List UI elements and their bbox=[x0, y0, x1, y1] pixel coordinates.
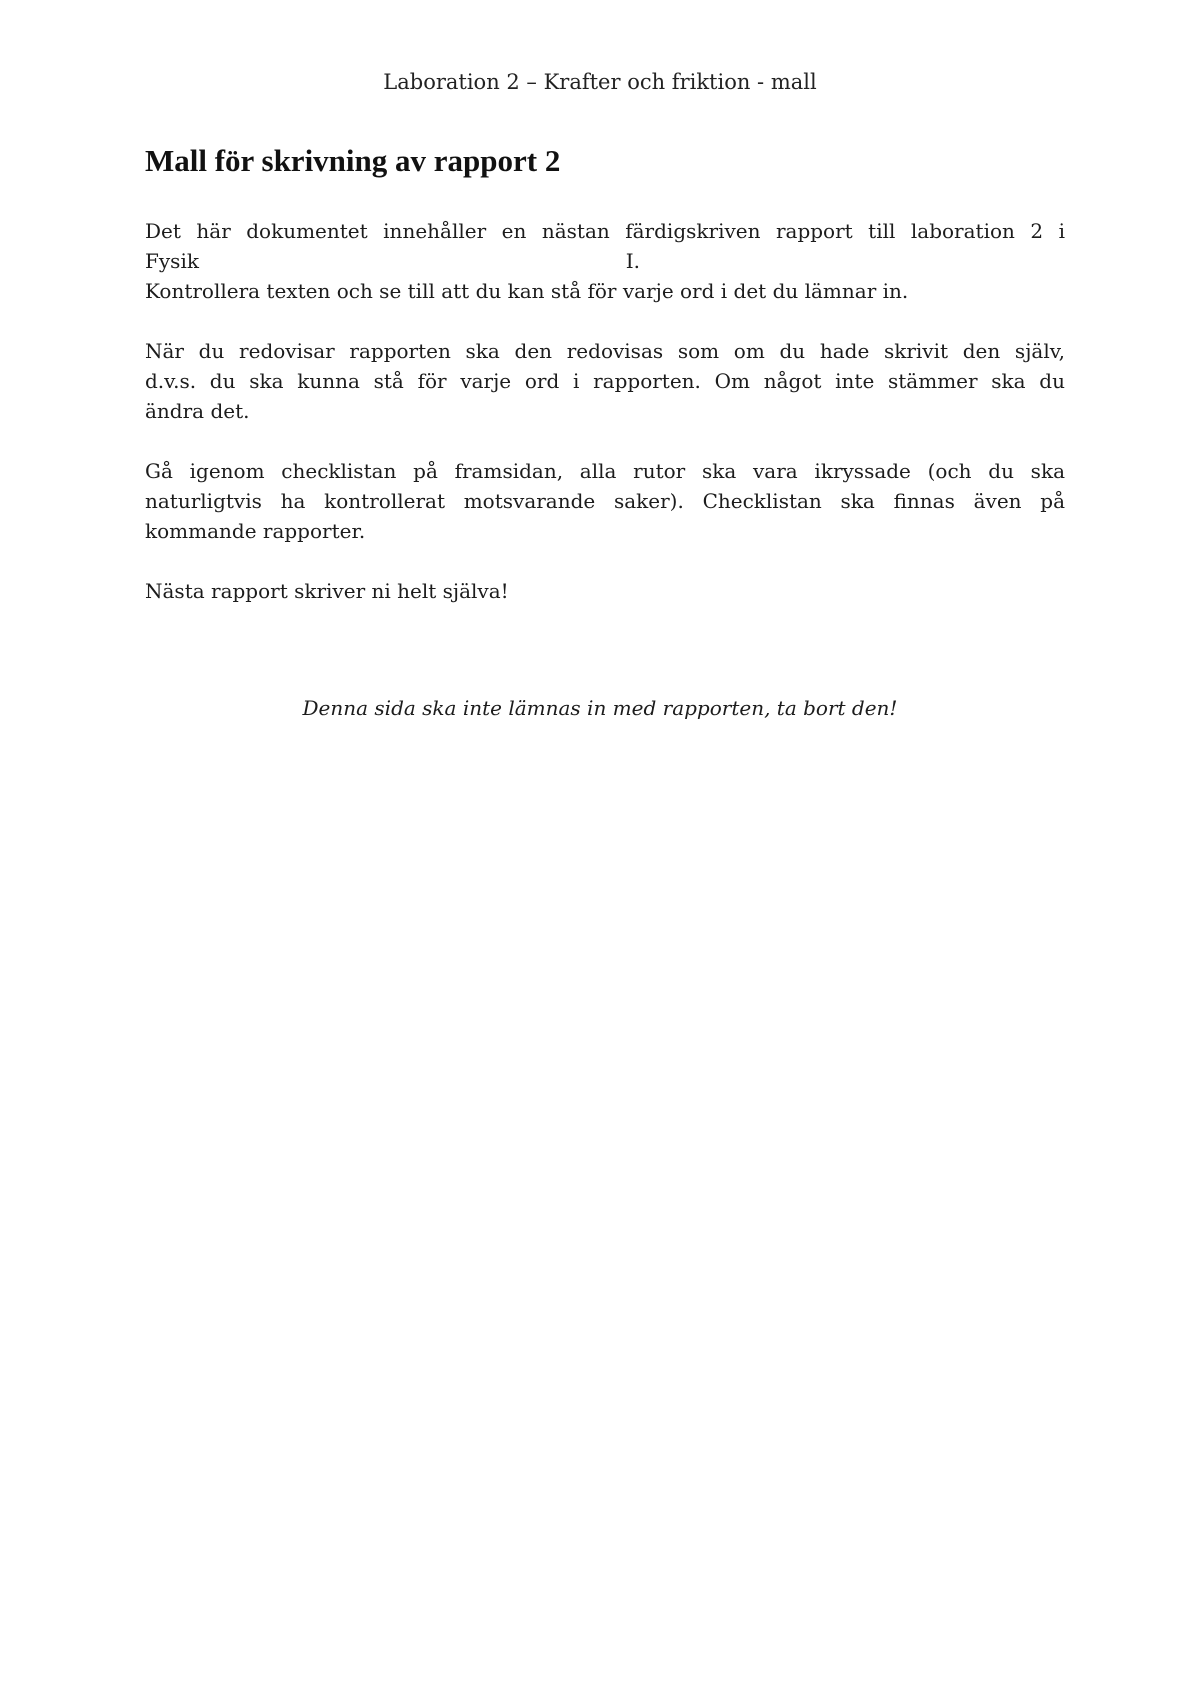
checklist-line-2: naturligtvis ha kontrollerat motsvarande saker). Checklistan ska finnas även på bbox=[145, 489, 1065, 513]
presentation-line-3: ändra det. bbox=[145, 399, 250, 423]
checklist-line-3: kommande rapporter. bbox=[145, 519, 366, 543]
intro-line-3: Kontrollera texten och se till att du kan stå för varje ord i det du lämnar in. bbox=[145, 279, 909, 303]
intro-line-2 bbox=[145, 246, 640, 276]
presentation-line-2: d.v.s. du ska kunna stå för varje ord i rapporten. Om något inte stämmer ska du bbox=[145, 369, 1065, 393]
intro-line-2-end: I. bbox=[625, 249, 640, 273]
document-body bbox=[145, 216, 1065, 636]
paragraph-checklist bbox=[145, 456, 1065, 546]
paragraph-next-report bbox=[145, 576, 1065, 606]
checklist-line-1: Gå igenom checklistan på framsidan, alla rutor ska vara ikryssade (och du ska bbox=[145, 459, 1065, 483]
next-report-line: Nästa rapport skriver ni helt själva! bbox=[145, 579, 509, 603]
presentation-line-1: När du redovisar rapporten ska den redovisas som om du hade skrivit den själv, bbox=[145, 339, 1065, 363]
intro-line-2-start: Fysik bbox=[145, 249, 199, 273]
intro-line-1: Det här dokumentet innehåller en nästan färdigskriven rapport till laboration 2 i bbox=[145, 219, 1065, 243]
closing-note: Denna sida ska inte lämnas in med rapporten, ta bort den! bbox=[302, 696, 898, 720]
paragraph-presentation bbox=[145, 336, 1065, 426]
page-title: Mall för skrivning av rapport 2 bbox=[145, 143, 561, 178]
running-header: Laboration 2 – Krafter och friktion - mall bbox=[383, 70, 817, 94]
paragraph-intro bbox=[145, 216, 1065, 306]
